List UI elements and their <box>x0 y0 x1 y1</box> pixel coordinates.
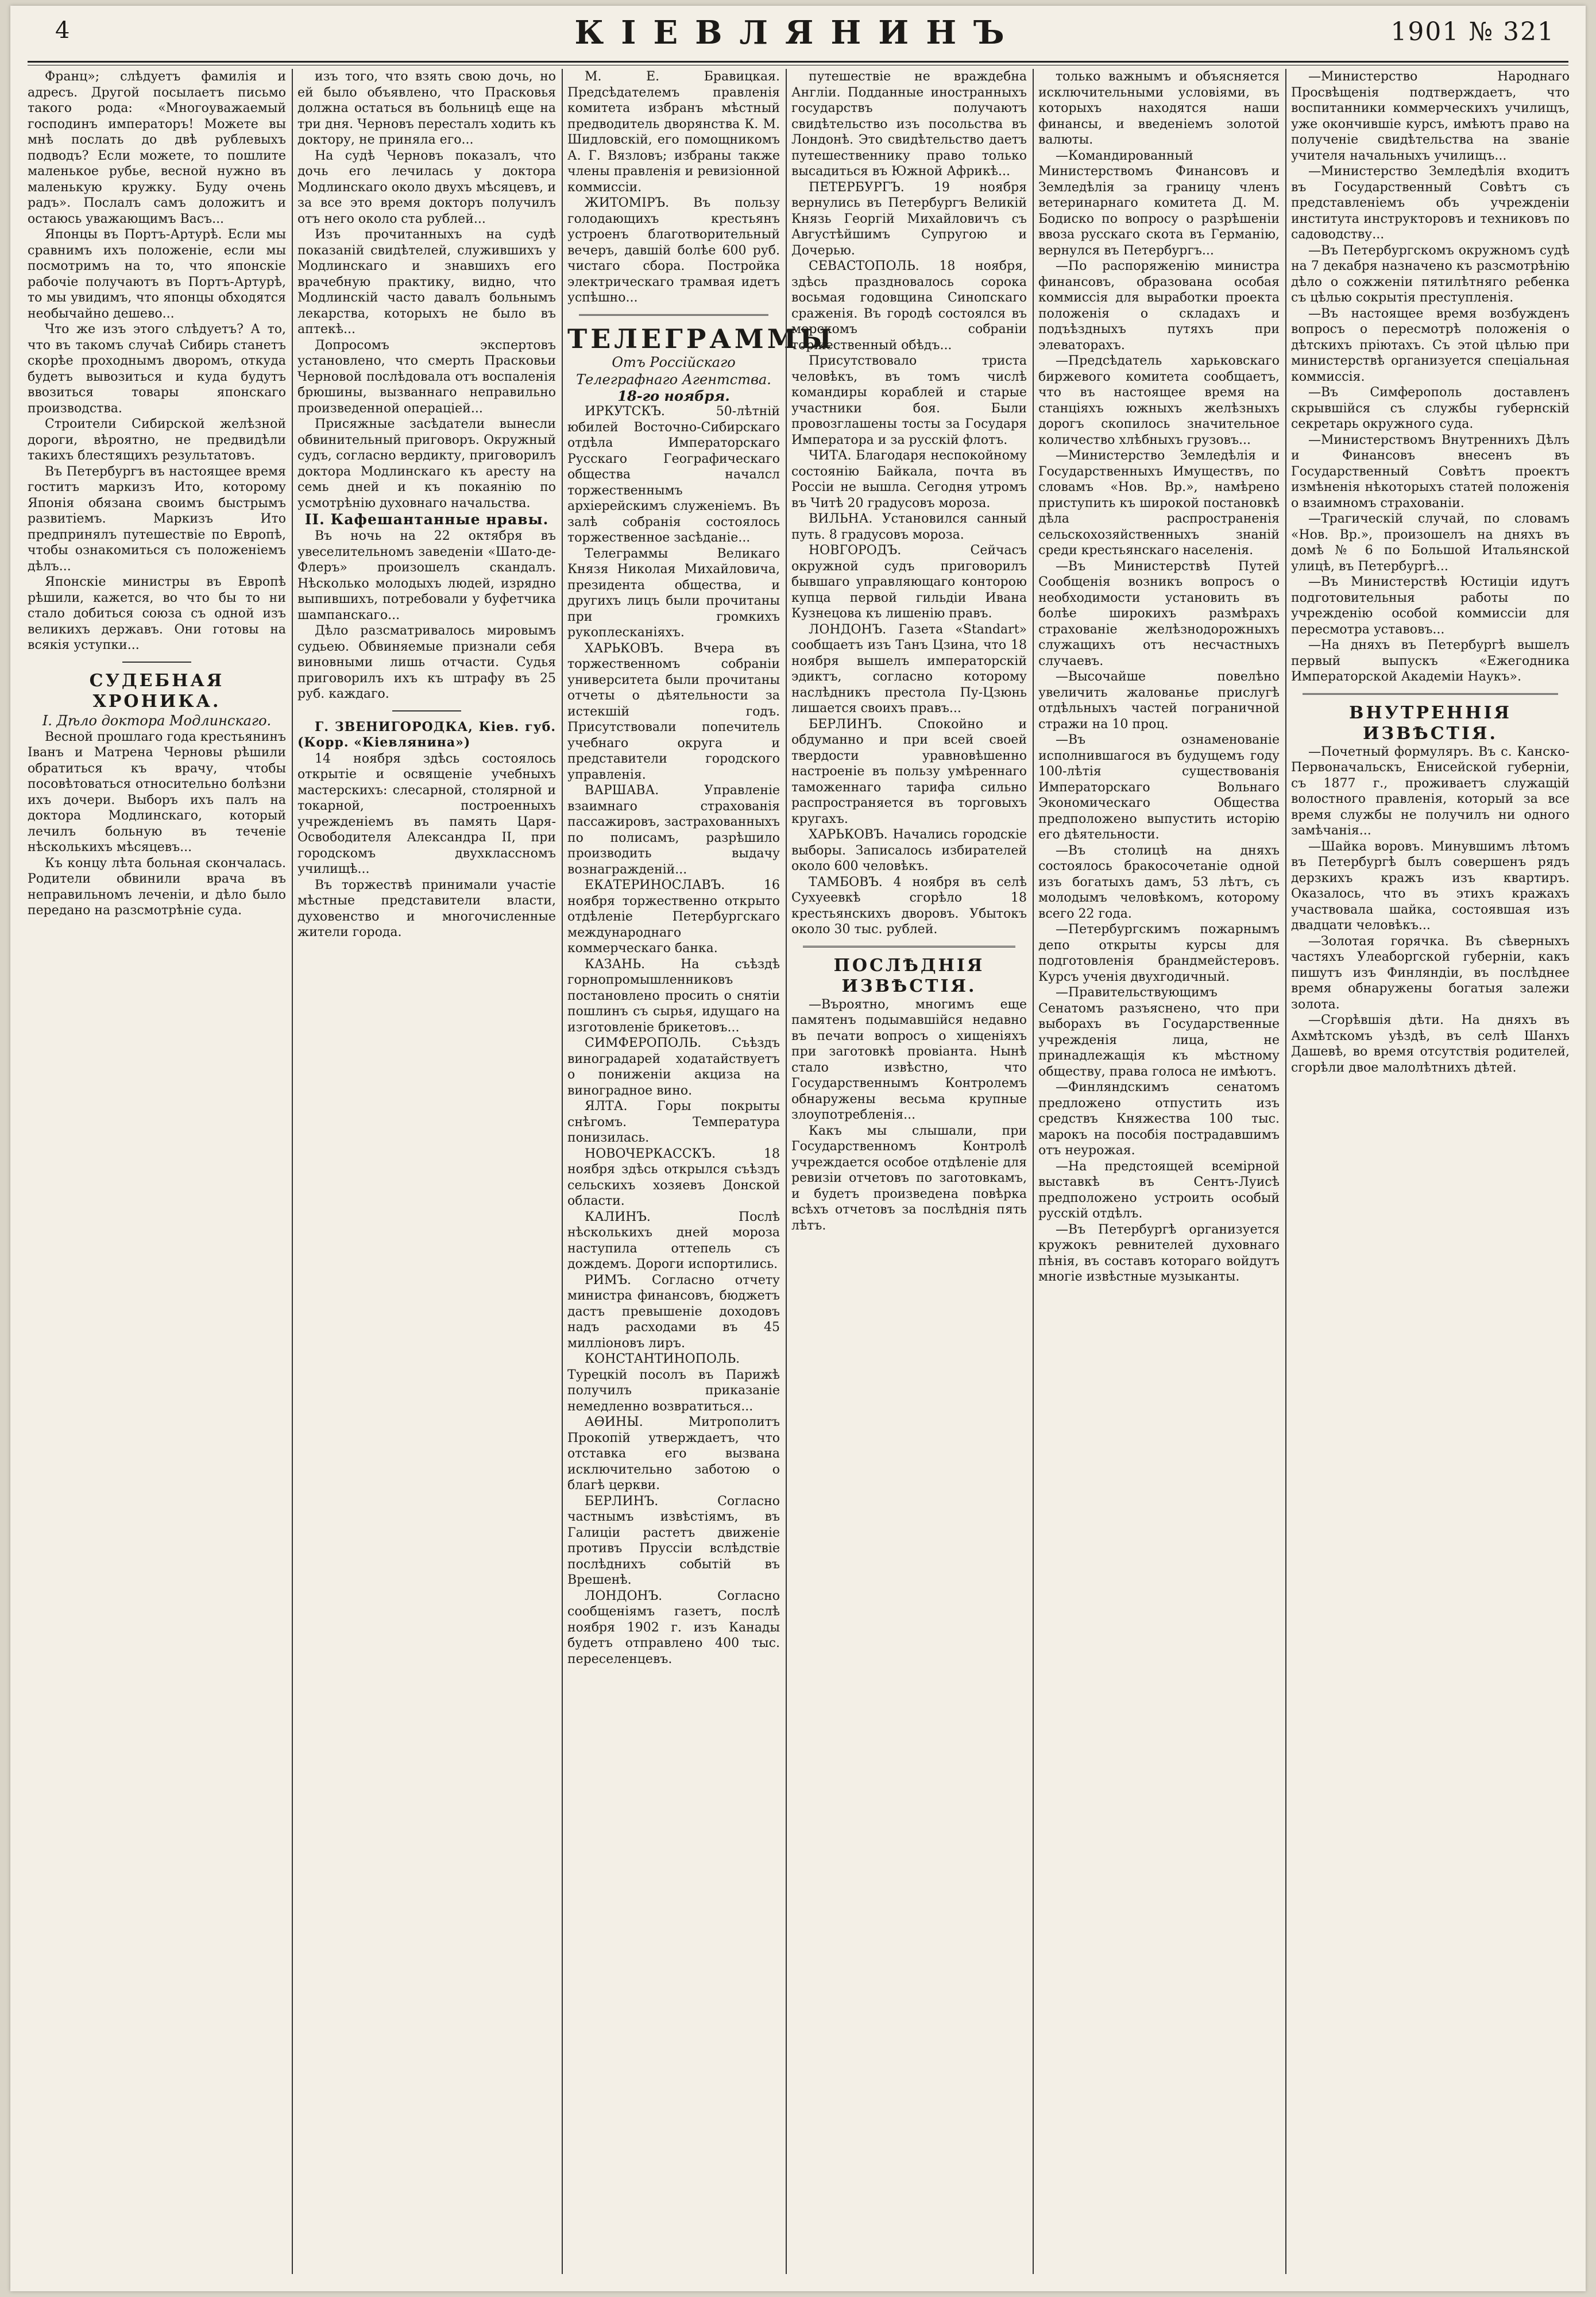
telegram: БЕРЛИНЪ. Спокойно и обдуманно и при всей своей твердости уравновѣшенно настроеніе въ пользу умѣреннаго таможеннаго тарифа сильно распространяется въ торговыхъ кругахъ. <box>791 717 1027 826</box>
news-item: —Въ Петербургскомъ окружномъ судѣ на 7 декабря назначено къ разсмотрѣнію дѣло о сожженіи пятилѣтняго ребенка съ цѣлью сокрытія преступленія. <box>1291 243 1570 305</box>
article-paragraph: Дѣло разсматривалось мировымъ судьею. Обвиняемые признали себя виновными лишь отчасти. Судья приговорилъ ихъ къ штрафу въ 25 руб. каждаго. <box>297 624 556 701</box>
page-number: 4 <box>55 17 70 44</box>
news-item: —Въ Министерствѣ Путей Сообщенія возникъ вопросъ о необходимости установить въ болѣе широкихъ размѣрахъ страхованіе желѣзнодорожныхъ служащихъ отъ несчастныхъ случаевъ. <box>1038 559 1280 668</box>
masthead <box>10 6 1586 66</box>
news-item: —Министерство Земледѣлія входитъ въ Государственный Совѣтъ съ представленіемъ объ учрежденіи института инструкторовъ и техниковъ по садоводству... <box>1291 164 1570 242</box>
article-paragraph: Франц»; слѣдуетъ фамилія и адресъ. Другой посылаетъ письмо такого рода: «Многоуважаемый господинъ императоръ! Можете вы мнѣ послать до двѣ рублевыхъ подводъ? Если можете, то пошлите маленькое рубье, весной нужно въ маленькую кружку. Буду очень радъ». Послалъ самъ доложитъ и остаюсь уважающимъ Васъ... <box>28 69 286 226</box>
news-item: —Въ столицѣ на дняхъ состоялось бракосочетаніе одной изъ богатыхъ дамъ, 53 лѣтъ, съ молодымъ человѣкомъ, которому всего 22 года. <box>1038 843 1280 921</box>
article-paragraph: Присяжные засѣдатели вынесли обвинительный приговоръ. Окружный судъ, согласно вердикту, приговорилъ доктора Модлинскаго къ аресту на семь дней и къ покаянію по усмотрѣнію духовнаго начальства. <box>297 417 556 511</box>
section-heading-domestic-news: ВНУТРЕННІЯ ИЗВѢСТІЯ. <box>1349 702 1512 744</box>
news-item: —Предсѣдатель харьковскаго биржевого комитета сообщаетъ, что въ настоящее время на станціяхъ южныхъ желѣзныхъ дорогъ скопилось значительное количество хлѣбныхъ грузовъ... <box>1038 354 1280 447</box>
telegram: ВАРШАВА. Управленіе взаимнаго страхованія пассажировъ, застрахованныхъ по полисамъ, разрѣшило производить выдачу вознагражденій... <box>567 783 780 877</box>
news-item: —На дняхъ въ Петербургѣ вышелъ первый выпускъ «Ежегодника Императорской Академіи Наукъ». <box>1291 638 1570 684</box>
column-4 <box>791 69 1027 2274</box>
news-item: —Въ Петербургѣ организуется кружокъ ревнителей духовнаго пѣнія, въ составъ котораго войдутъ многіе извѣстные музыканты. <box>1038 1222 1280 1284</box>
divider <box>1303 693 1558 695</box>
news-item: только важнымъ и объясняется исключительными условіями, въ которыхъ находятся наши финансы, и введеніемъ золотой валюты. <box>1038 69 1280 147</box>
column-6 <box>1291 69 1570 2274</box>
news-item: —Въ настоящее время возбужденъ вопросъ о пересмотрѣ положенія о дѣтскихъ пріютахъ. Съ этой цѣлью при министерствѣ организуется спеціальная коммиссія. <box>1291 306 1570 384</box>
column-separator <box>1285 69 1286 2274</box>
column-1 <box>28 69 286 2274</box>
divider <box>579 314 768 316</box>
article-paragraph: Что же изъ этого слѣдуетъ? А то, что въ такомъ случаѣ Сибирь станетъ скорѣе проходнымъ дворомъ, откуда будетъ вывозиться и куда будутъ ввозиться товары японскаго производства. <box>28 322 286 416</box>
article-paragraph: Весной прошлаго года крестьянинъ Іванъ и Матрена Черновы рѣшили обратиться къ врачу, чтобы посовѣтоваться относительно болѣзни ихъ дочери. Выборъ ихъ палъ на доктора Модлинскаго, который лечилъ больную въ теченіе нѣсколькихъ мѣсяцевъ... <box>28 729 286 854</box>
telegram: Телеграммы Великаго Князя Николая Михайловича, президента общества, и другихъ лицъ были прочитаны при громкихъ рукоплесканіяхъ. <box>567 546 780 640</box>
news-item: —Въ ознаменованіе исполнившагося въ будущемъ году 100-лѣтія существованія Императорскаго Вольнаго Экономическаго Общества предположено выпустить исторію его дѣятельности. <box>1038 733 1280 842</box>
news-item: —Шайка воровъ. Минувшимъ лѣтомъ въ Петербургѣ былъ совершенъ рядъ дерзкихъ кражъ изъ квартиръ. Оказалось, что въ этихъ кражахъ участвовала шайка, состоявшая изъ двадцати человѣкъ... <box>1291 839 1570 933</box>
telegram: КАЗАНЬ. На съѣздѣ горнопромышленниковъ постановлено просить о снятіи пошлинъ съ сырья, идущаго на изготовленіе брикетовъ... <box>567 957 780 1035</box>
telegram: КОНСТАНТИНОПОЛЬ. Турецкій посолъ въ Парижѣ получилъ приказаніе немедленно возвратиться... <box>567 1352 780 1414</box>
article-paragraph: 14 ноября здѣсь состоялось открытіе и освященіе учебныхъ мастерскихъ: слесарной, столярной и токарной, построенныхъ учрежденіемъ въ память Царя-Освободителя Александра II, при городскомъ двухклассномъ училищѣ... <box>297 751 556 876</box>
news-item: —Золотая горячка. Въ сѣверныхъ частяхъ Улеаборгской губерніи, какъ пишутъ изъ Финляндіи, въ послѣднее время обнаружены богатыя залежи золота. <box>1291 934 1570 1012</box>
telegram: КАЛИНЪ. Послѣ нѣсколькихъ дней мороза наступила оттепель съ дождемъ. Дороги испортились. <box>567 1209 780 1271</box>
article-paragraph: Строители Сибирской желѣзной дороги, вѣроятно, не предвидѣли такихъ блестящихъ результатовъ. <box>28 417 286 463</box>
news-item: —На предстоящей всемірной выставкѣ въ Сентъ-Луисѣ предположено устроить особый русскій отдѣлъ. <box>1038 1159 1280 1221</box>
news-item: —Трагическій случай, по словамъ «Нов. Вр.», произошелъ на дняхъ въ домѣ № 6 по Большой Итальянской улицѣ, въ Петербургѣ... <box>1291 512 1570 574</box>
news-item: —Министерство Земледѣлія и Государственныхъ Имуществъ, по словамъ «Нов. Вр.», намѣрено приступить къ широкой постановкѣ дѣла распространенія сельскохозяйственныхъ знаній среди крестьянскаго населенія. <box>1038 448 1280 558</box>
telegram: ПЕТЕРБУРГЪ. 19 ноября вернулись въ Петербургъ Великій Князь Георгій Михайловичъ съ Августѣйшимъ Супругою и Дочерью. <box>791 180 1027 258</box>
correspondence-heading: Г. ЗВЕНИГОРОДКА, Кіев. губ. (Корр. «Кіевлянина») <box>297 719 556 750</box>
news-item: —Почетный формуляръ. Въ с. Канско-Первоначальскъ, Енисейской губерніи, съ 1877 г., проживаетъ служащій волостного правленія, который за все время службы не получилъ ни одного замѣчанія... <box>1291 744 1570 838</box>
article-paragraph: изъ того, что взять свою дочь, но ей было объявлено, что Прасковья должна остаться въ больницѣ еще на три дня. Черновъ пересталъ ходить къ доктору, не приняла его... <box>297 69 556 147</box>
news-item: —Въ Министерствѣ Юстиціи идутъ подготовительныя работы по учрежденію особой коммиссіи для пересмотра уставовъ... <box>1291 575 1570 637</box>
article-paragraph: Допросомъ экспертовъ установлено, что смерть Прасковьи Черновой послѣдовала отъ воспаленія брюшины, вызваннаго неправильно произведенной операціей... <box>297 338 556 416</box>
divider <box>392 710 461 711</box>
telegram: СИМФЕРОПОЛЬ. Съѣздъ виноградарей ходатайствуетъ о пониженіи акциза на виноградное вино. <box>567 1036 780 1098</box>
column-separator <box>1033 69 1034 2274</box>
news-item: —Въ Симферополь доставленъ скрывшійся съ службы губернскій секретарь окружного суда. <box>1291 385 1570 431</box>
article-paragraph: М. Е. Бравицкая. Предсѣдателемъ правленія комитета избранъ мѣстный предводитель дворянства К. М. Шидловскій, его помощникомъ А. Г. Вязловъ; избраны также члены правленія и ревизіонной коммиссіи. <box>567 69 780 195</box>
divider <box>122 662 191 663</box>
column-5 <box>1038 69 1280 2274</box>
telegram: АѲИНЫ. Митрополитъ Прокопій утверждаетъ, что отставка его вызвана исключительно заботою о благѣ церкви. <box>567 1415 780 1492</box>
newspaper-title: КІЕВЛЯНИНЪ <box>574 14 1022 52</box>
column-separator <box>786 69 787 2274</box>
telegram: путешествіе не враждебна Англіи. Подданные иностранныхъ государствъ получаютъ свидѣтельство изъ посольства въ Лондонѣ. Это свидѣтельство даетъ путешественнику право только высадиться въ Южной Африкѣ... <box>791 69 1027 179</box>
news-item: —Въроятно, многимъ еще памятенъ подымавшійся недавно въ печати вопросъ о хищеніяхъ при заготовкѣ провіанта. Нынѣ стало извѣстно, что Государственнымъ Контролемъ обнаружены весьма крупные злоупотребленія... <box>791 997 1027 1122</box>
article-paragraph: Въ ночь на 22 октября въ увеселительномъ заведеніи «Шато-де-Флеръ» произошелъ скандалъ. Нѣсколько молодыхъ людей, изрядно выпившихъ, потребовали у буфетчика шампанскаго... <box>297 529 556 622</box>
news-item: —По распоряженію министра финансовъ, образована особая коммиссія для выработки проекта положенія о складахъ и подъѣздныхъ путяхъ при элеваторахъ. <box>1038 259 1280 353</box>
news-item: —Финляндскимъ сенатомъ предложено отпустить изъ средствъ Княжества 100 тыс. марокъ на пособія пострадавшимъ отъ неурожая. <box>1038 1080 1280 1158</box>
telegram: ЧИТА. Благодаря неспокойному состоянію Байкала, почта въ Россіи не вышла. Сегодня утромъ въ Читѣ 20 градусовъ мороза. <box>791 448 1027 511</box>
agency-subheading: Отъ Россійскаго Телеграфнаго Агентства. <box>576 354 771 388</box>
article-paragraph: Японскіе министры въ Европѣ рѣшили, кажется, во что бы то ни стало добиться союза съ одной изъ великихъ державъ. Они готовы на всякія уступки... <box>28 575 286 652</box>
section-heading-court: СУДЕБНАЯ ХРОНИКА. <box>89 670 225 711</box>
column-separator <box>562 69 563 2274</box>
telegram: ХАРЬКОВЪ. Начались городскіе выборы. Записалось избирателей около 600 человѣкъ. <box>791 827 1027 873</box>
article-paragraph: Къ концу лѣта больная скончалась. Родители обвинили врача въ неправильномъ леченіи, и дѣло было передано на разсмотрѣніе суда. <box>28 856 286 918</box>
news-item: —Высочайше повелѣно увеличить жалованье прислугѣ отдѣльныхъ частей пограничной стражи на 10 проц. <box>1038 670 1280 732</box>
telegram: НОВОЧЕРКАССКЪ. 18 ноября здѣсь открылся съѣздъ сельскихъ хозяевъ Донской области. <box>567 1146 780 1208</box>
issue-number: 1901 № 321 <box>1390 17 1555 47</box>
article-paragraph: Въ Петербургъ въ настоящее время гоститъ маркизъ Ито, которому Японія обязана своимъ быстрымъ развитіемъ. Маркизъ Ито предпринялъ путешествіе по Европѣ, чтобы ознакомиться съ положеніемъ дѣлъ... <box>28 464 286 574</box>
divider <box>803 946 1015 948</box>
telegram: РИМЪ. Согласно отчету министра финансовъ, бюджетъ дастъ превышеніе доходовъ надъ расходами въ 45 милліоновъ лиръ. <box>567 1273 780 1351</box>
telegram: ТАМБОВЪ. 4 ноября въ селѣ Сухуеевкѣ сгорѣло 18 крестьянскихъ дворовъ. Убытокъ около 30 тыс. рублей. <box>791 875 1027 937</box>
news-item: —Командированный Министерствомъ Финансовъ и Земледѣлія за границу членъ ветеринарнаго комитета Д. М. Бодиско по вопросу о разрѣшеніи ввоза русскаго скота въ Германію, вернулся въ Петербургъ... <box>1038 148 1280 258</box>
telegram: ИРКУТСКЪ. 50-лѣтній юбилей Восточно-Сибирскаго отдѣла Императорскаго Русскаго Географическаго общества началсл торжественнымъ архіерейскимъ служеніемъ. Въ залѣ собранія состоялось торжественное засѣданіе... <box>567 404 780 545</box>
telegram: БЕРЛИНЪ. Согласно частнымъ извѣстіямъ, въ Галиціи растетъ движеніе противъ Пруссіи вслѣдствіе послѣднихъ событій въ Врешенѣ. <box>567 1494 780 1587</box>
column-3 <box>567 69 835 2274</box>
telegram: ЯЛТА. Горы покрыты снѣгомъ. Температура понизилась. <box>567 1099 780 1145</box>
article-paragraph: Японцы въ Портъ-Артурѣ. Если мы сравнимъ ихъ положеніе, если мы посмотримъ на то, что японскіе рабочіе получаютъ въ Портъ-Артурѣ, то мы увидимъ, что японцы обходятся необычайно дешево... <box>28 227 286 321</box>
news-item: —Сгорѣвшія дѣти. На дняхъ въ Ахмѣтскомъ уѣздѣ, въ селѣ Шанхъ Дашевѣ, во время отсутствія родителей, сгорѣли двое малолѣтнихъ дѣтей. <box>1291 1013 1570 1075</box>
article-subheading: I. Дѣло доктора Модлинскаго. <box>42 712 272 729</box>
telegram: ЕКАТЕРИНОСЛАВЪ. 16 ноября торжественно открыто отдѣленіе Петербургскаго международнаго коммерческаго банка. <box>567 878 780 956</box>
article-paragraph: Изъ прочитанныхъ на судѣ показаній свидѣтелей, служившихъ у Модлинскаго и знавшихъ его врачебную практику, видно, что Модлинскій часто давалъ больнымъ лекарства, которыхъ не было въ аптекѣ... <box>297 227 556 337</box>
news-item: —Министерство Народнаго Просвѣщенія подтверждаетъ, что воспитанники коммерческихъ училищъ, уже окончившіе курсъ, имѣютъ право на полученіе свидѣтельства на званіе учителя начальныхъ училищъ... <box>1291 69 1570 163</box>
section-heading-latest-news: ПОСЛѢДНІЯ ИЗВѢСТІЯ. <box>833 955 985 996</box>
news-item: Какъ мы слышали, при Государственномъ Контролѣ учреждается особое отдѣленіе для ревизіи отчетовъ по заготовкамъ, и будетъ произведена повѣрка всѣхъ отчетовъ за послѣднія пять лѣтъ. <box>791 1123 1027 1233</box>
telegram: Присутствовало триста человѣкъ, въ томъ числѣ командиры кораблей и старые участники боя. Были провозглашены тосты за Государя Императора и за русскій флотъ. <box>791 354 1027 447</box>
section-heading-telegrams: ТЕЛЕГРАММЫ <box>567 323 835 354</box>
column-2 <box>297 69 556 2274</box>
telegram: НОВГОРОДЪ. Сейчасъ окружной судъ приговорилъ бывшаго управляющаго конторою купца первой гильдіи Ивана Кузнецова къ лишенію правъ. <box>791 543 1027 621</box>
newspaper-page <box>10 6 1586 2291</box>
telegram: СЕВАСТОПОЛЬ. 18 ноября, здѣсь праздновалось сорока восьмая годовщина Синопскаго сраженія. Въ городѣ состоялся въ морскомъ собраніи торжественный обѣдъ... <box>791 259 1027 353</box>
telegram: ЛОНДОНЪ. Газета «Standart» сообщаетъ изъ Танъ Цзина, что 18 ноября вышелъ императорскій эдиктъ, согласно которому наслѣдникъ престола Пу-Цзюнь лишается своихъ правъ... <box>791 622 1027 716</box>
news-item: —Правительствующимъ Сенатомъ разъяснено, что при выборахъ въ Государственные учрежденія лица, не принадлежащія къ мѣстному обществу, права голоса не имѣютъ. <box>1038 985 1280 1079</box>
telegram: ВИЛЬНА. Установился санный путь. 8 градусовъ мороза. <box>791 512 1027 542</box>
article-heading: II. Кафешантанные нравы. <box>304 511 549 528</box>
dateline: 18-го ноября. <box>617 387 730 404</box>
article-paragraph: ЖИТОМІРЪ. Въ пользу голодающихъ крестьянъ устроенъ благотворительный вечеръ, давшій болѣе 600 руб. чистаго сбора. Постройка электрическаго трамвая идетъ успѣшно... <box>567 196 780 305</box>
article-paragraph: На судѣ Черновъ показалъ, что дочь его лечилась у доктора Модлинскаго около двухъ мѣсяцевъ, и за все это время докторъ получилъ отъ него около ста рублей... <box>297 148 556 226</box>
news-item: —Министерствомъ Внутреннихъ Дѣлъ и Финансовъ внесенъ въ Государственный Совѣтъ проектъ измѣненія нѣкоторыхъ статей положенія о взаимномъ страхованіи. <box>1291 432 1570 511</box>
masthead-rule <box>28 61 1568 65</box>
telegram: ХАРЬКОВЪ. Вчера въ торжественномъ собраніи университета были прочитаны отчеты о дѣятельности за истекшій годъ. Присутствовали попечитель учебнаго округа и представители городского управленія. <box>567 641 780 782</box>
news-item: —Петербургскимъ пожарнымъ депо открыты курсы для подготовленія брандмейстеровъ. Курсъ ученія двухгодичный. <box>1038 922 1280 984</box>
column-separator <box>292 69 293 2274</box>
telegram: ЛОНДОНЪ. Согласно сообщеніямъ газетъ, послѣ ноября 1902 г. изъ Канады будетъ отправлено 400 тыс. переселенцевъ. <box>567 1588 780 1666</box>
article-paragraph: Въ торжествѣ принимали участіе мѣстные представители власти, духовенство и многочисленные жители города. <box>297 877 556 939</box>
